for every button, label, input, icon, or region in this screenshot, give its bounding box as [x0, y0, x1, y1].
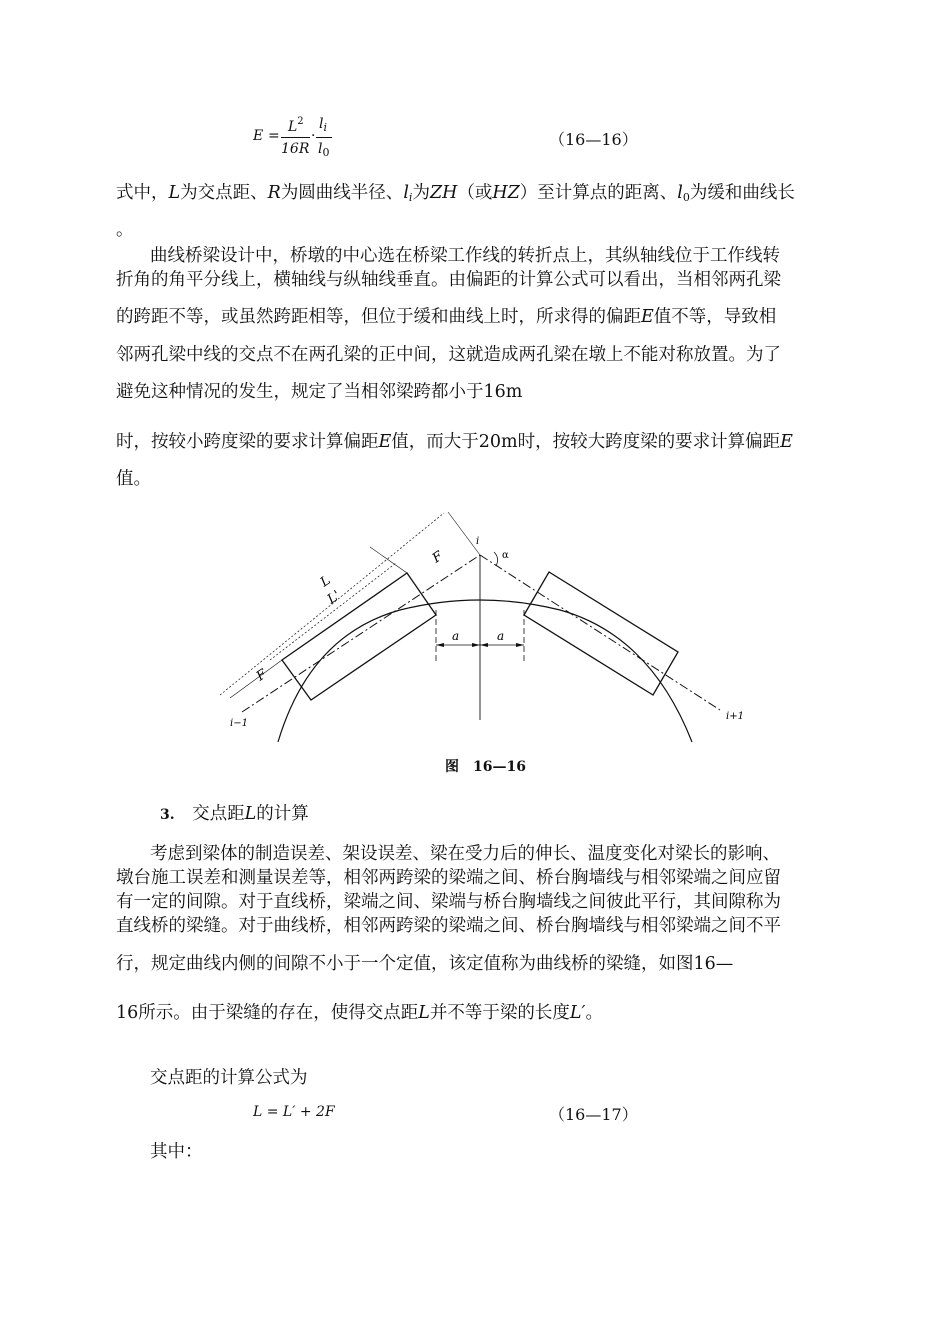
eq-numerator-li: $l_i$	[319, 116, 328, 134]
equation-number: （16—16）	[549, 130, 638, 149]
paragraph-line: 直线桥的梁缝。对于曲线桥，相邻两跨梁的梁端之间、桥台胸墙线与相邻梁端之间不平	[116, 916, 781, 936]
equation-number: （16—17）	[549, 1105, 638, 1124]
arrowhead	[436, 643, 444, 647]
curve-line	[278, 600, 692, 742]
paragraph-variables: 式中，L为交点距、R为圆曲线半径、$l_i$为ZH（或HZ）至计算点的距离、$l_0$为缓和曲线长	[116, 183, 795, 204]
figure-beam-joint-diagram	[200, 500, 760, 750]
paragraph-line: 行，规定曲线内侧的间隙不小于一个定值，该定值称为曲线桥的梁缝，如图16—	[116, 954, 734, 974]
label-F-bottom: F	[253, 666, 270, 685]
arrowhead	[472, 643, 480, 647]
fraction-bar-2	[316, 137, 332, 138]
label-i-plus-1: i+1	[726, 711, 744, 722]
paragraph-line: 墩台施工误差和测量误差等，相邻两跨梁的梁端之间、桥台胸墙线与相邻梁端之间应留	[116, 868, 781, 888]
label-i: i	[476, 536, 480, 547]
paragraph-line: 的跨距不等，或虽然跨距相等，但位于缓和曲线上时，所求得的偏距E值不等，导致相	[116, 307, 777, 327]
arrowhead	[516, 643, 524, 647]
eq-denominator: 16R	[281, 141, 310, 157]
period-line: 。	[116, 220, 134, 240]
label-a-right: a	[497, 629, 505, 643]
dimension-line-Lp	[270, 563, 396, 660]
label-a-left: a	[452, 629, 460, 643]
paragraph-line: 避免这种情况的发生，规定了当相邻梁跨都小于16m	[116, 382, 523, 402]
eq-equals: =	[268, 128, 280, 144]
arrowhead	[480, 643, 488, 647]
paragraph-line: 考虑到梁体的制造误差、架设误差、梁在受力后的伸长、温度变化对梁长的影响、	[150, 844, 780, 864]
work-line-right	[480, 555, 720, 710]
fraction-bar	[281, 137, 310, 138]
label-i-minus-1: i−1	[230, 718, 248, 729]
paragraph-line: 时，按较小跨度梁的要求计算偏距E值，而大于20m时，按较大跨度梁的要求计算偏距E	[116, 432, 793, 452]
extension-line	[448, 512, 480, 555]
paragraph-line: 曲线桥梁设计中，桥墩的中心选在桥梁工作线的转折点上，其纵轴线位于工作线转	[150, 246, 780, 266]
eq-denominator-l0: $l_0$	[318, 141, 330, 159]
eq-dot: ·	[311, 128, 316, 144]
paragraph-line: 折角的角平分线上，横轴线与纵轴线垂直。由偏距的计算公式可以看出，当相邻两孔梁	[116, 270, 781, 290]
paragraph-line: 有一定的间隙。对于直线桥，梁端之间、梁端与桥台胸墙线之间彼此平行，其间隙称为	[116, 892, 781, 912]
paragraph-line: 其中：	[150, 1142, 203, 1162]
label-L: L	[317, 573, 334, 591]
section-heading: 3. 交点距L的计算	[160, 804, 309, 824]
eq-numerator-L: $L^2$	[288, 116, 304, 135]
paragraph-line: 值。	[116, 469, 151, 489]
label-alpha: α	[502, 550, 509, 561]
eq-E: E	[253, 128, 264, 144]
paragraph-line: 邻两孔梁中线的交点不在两孔梁的正中间，这就造成两孔梁在墩上不能对称放置。为了	[116, 345, 781, 365]
equation-16-17: L = L′ + 2F	[253, 1104, 335, 1120]
paragraph-line: 16所示。由于梁缝的存在，使得交点距L并不等于梁的长度L′。	[116, 1003, 604, 1023]
work-line-left	[242, 555, 480, 712]
label-F-top: F	[429, 548, 446, 567]
paragraph-line: 交点距的计算公式为	[150, 1068, 308, 1088]
label-Lp: L'	[324, 588, 344, 608]
extension-line	[230, 660, 282, 698]
figure-caption: 图 16—16	[445, 759, 526, 775]
